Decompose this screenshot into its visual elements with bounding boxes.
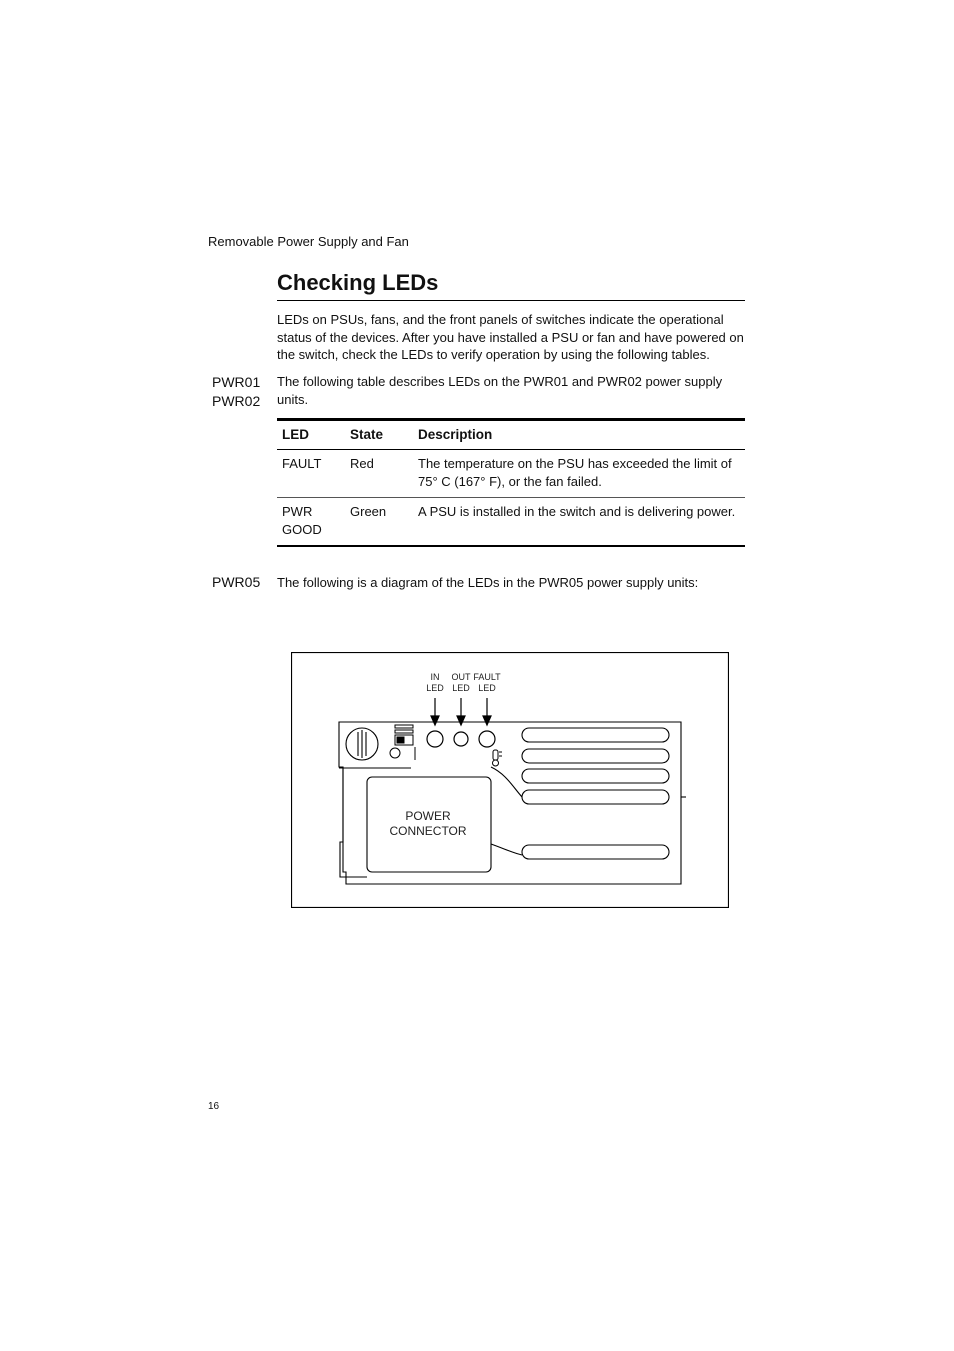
section-title: Checking LEDs [277,270,439,295]
table-header-row [277,420,745,450]
in-led-label: IN [430,672,440,682]
cell-description: The temperature on the PSU has exceeded the limit of 75° C (167° F), or the fan failed. [413,450,745,498]
out-led-label-2: LED [452,683,470,693]
power-connector-label: POWER [405,809,451,823]
pwr0102-paragraph: The following table describes LEDs on the PWR01 and PWR02 power supply units. [277,374,723,407]
page-number: 16 [208,1101,220,1112]
pwr05-paragraph: The following is a diagram of the LEDs in the PWR05 power supply units: [277,575,699,590]
side-label-pwr01: PWR01 [212,374,261,390]
running-head: Removable Power Supply and Fan [208,234,409,249]
title-rule [277,300,745,301]
column-header-led: LED [277,420,345,450]
cell-description: A PSU is installed in the switch and is delivering power. [418,504,736,519]
side-label-pwr05: PWR05 [212,574,261,590]
column-header-description: Description [413,420,745,450]
side-label-pwr02: PWR02 [212,393,261,409]
column-header-state: State [345,420,413,450]
cell-state: Red [345,450,413,498]
led-table [277,418,745,547]
cell-led: PWR GOOD [282,504,322,537]
power-connector-label-2: CONNECTOR [389,824,467,838]
out-led-label: OUT [451,672,471,682]
cell-state: Green [350,504,387,519]
fault-led-label: FAULT [473,672,501,682]
diagram-frame [292,653,729,908]
in-led-label-2: LED [426,683,444,693]
pwr05-led-diagram [291,652,729,908]
table-row [277,498,745,547]
table-row [277,450,745,498]
intro-paragraph: LEDs on PSUs, fans, and the front panels of switches indicate the operational status of the devices. After you have installed a PSU or fan and have powered on the switch, check the LEDs to verify operation by using the following tables. [277,312,744,362]
fault-led-label-2: LED [478,683,496,693]
cell-led: FAULT [277,450,345,498]
